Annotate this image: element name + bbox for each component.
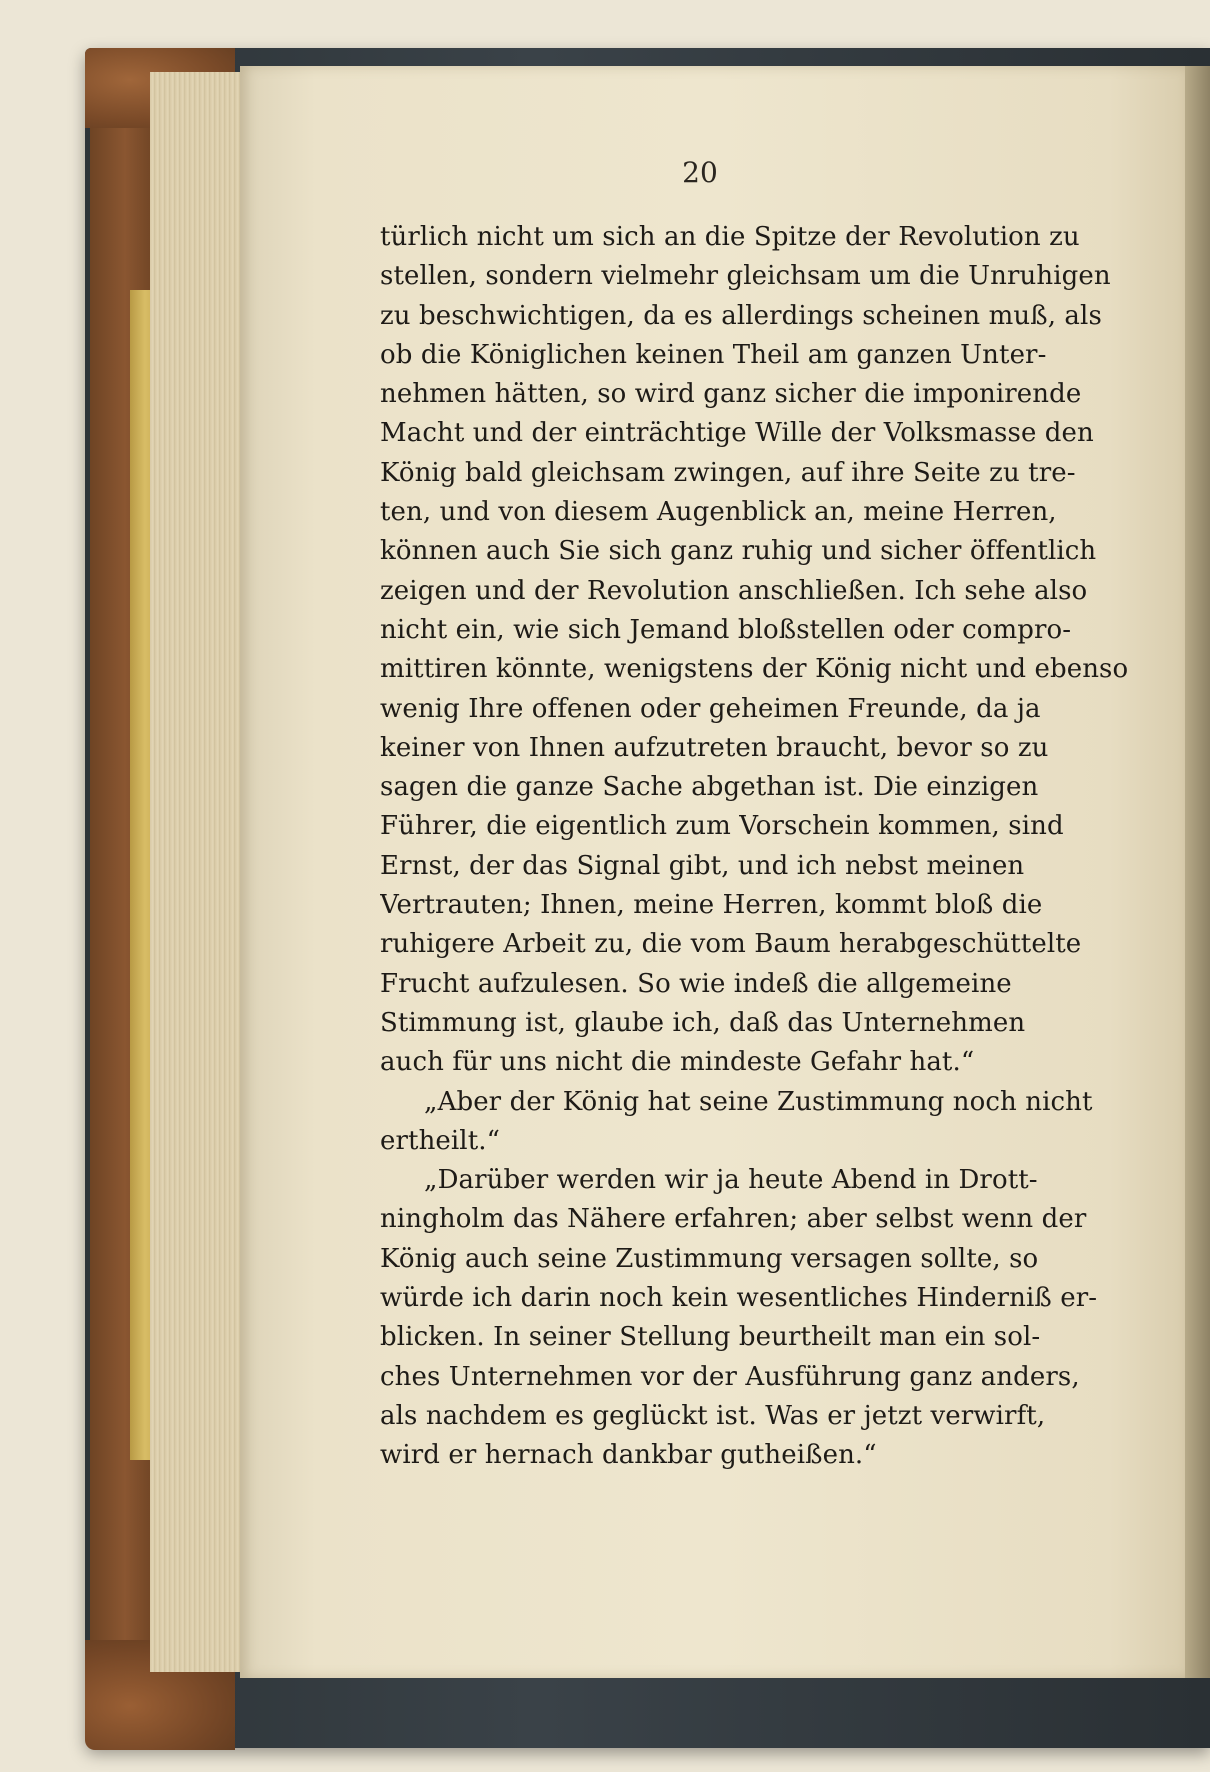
text-line: ten, und von diesem Augenblick an, meine Herren, bbox=[380, 497, 1057, 528]
text-line: „Aber der König hat seine Zustimmung noch nicht bbox=[424, 1086, 1093, 1117]
text-line: Vertrauten; Ihnen, meine Herren, kommt bloß die bbox=[380, 890, 1043, 921]
text-line: „Darüber werden wir ja heute Abend in Drott- bbox=[424, 1165, 1038, 1196]
text-line: würde ich darin noch kein wesentliches Hinderniß er- bbox=[380, 1283, 1098, 1314]
text-line: stellen, sondern vielmehr gleichsam um die Unruhigen bbox=[380, 261, 1111, 292]
text-line: auch für uns nicht die mindeste Gefahr hat.“ bbox=[380, 1047, 975, 1078]
text-line: können auch Sie sich ganz ruhig und sicher öffentlich bbox=[380, 536, 1097, 567]
text-line: Ernst, der das Signal gibt, und ich nebst meinen bbox=[380, 850, 1025, 881]
text-line: nicht ein, wie sich Jemand bloßstellen oder compro- bbox=[380, 614, 1072, 645]
text-line: Führer, die eigentlich zum Vorschein kommen, sind bbox=[380, 811, 1064, 842]
text-line: blicken. In seiner Stellung beurtheilt man ein sol- bbox=[380, 1322, 1041, 1353]
text-line: ruhigere Arbeit zu, die vom Baum herabgeschüttelte bbox=[380, 929, 1082, 960]
text-line: mittiren könnte, wenigstens der König nicht und ebenso bbox=[380, 654, 1129, 685]
text-line: keiner von Ihnen aufzutreten braucht, bevor so zu bbox=[380, 732, 1049, 763]
text-line: ertheilt.“ bbox=[380, 1125, 501, 1156]
text-line: zu beschwichtigen, da es allerdings scheinen muß, als bbox=[380, 300, 1102, 331]
text-line: als nachdem es geglückt ist. Was er jetzt verwirft, bbox=[380, 1400, 1046, 1431]
page-number: 20 bbox=[682, 156, 718, 189]
page-text bbox=[380, 218, 1180, 1476]
text-line: ches Unternehmen vor der Ausführung ganz anders, bbox=[380, 1361, 1080, 1392]
text-line: zeigen und der Revolution anschließen. Ich sehe also bbox=[380, 575, 1088, 606]
text-line: Frucht aufzulesen. So wie indeß die allgemeine bbox=[380, 968, 1012, 999]
text-line: wenig Ihre offenen oder geheimen Freunde, da ja bbox=[380, 693, 1041, 724]
text-line: ob die Königlichen keinen Theil am ganzen Unter- bbox=[380, 339, 1047, 370]
text-line: nehmen hätten, so wird ganz sicher die imponirende bbox=[380, 379, 1082, 410]
text-line: türlich nicht um sich an die Spitze der Revolution zu bbox=[380, 222, 1080, 252]
page-edges bbox=[150, 72, 250, 1672]
text-line: sagen die ganze Sache abgethan ist. Die einzigen bbox=[380, 772, 1039, 803]
text-line: König bald gleichsam zwingen, auf ihre Seite zu tre- bbox=[380, 457, 1076, 488]
text-line: wird er hernach dankbar gutheißen.“ bbox=[380, 1440, 877, 1471]
text-line: Stimmung ist, glaube ich, daß das Unternehmen bbox=[380, 1007, 1026, 1038]
text-line: Macht und der einträchtige Wille der Volksmasse den bbox=[380, 418, 1094, 449]
text-line: ningholm das Nähere erfahren; aber selbst wenn der bbox=[380, 1204, 1087, 1235]
text-line: König auch seine Zustimmung versagen sollte, so bbox=[380, 1243, 1039, 1274]
